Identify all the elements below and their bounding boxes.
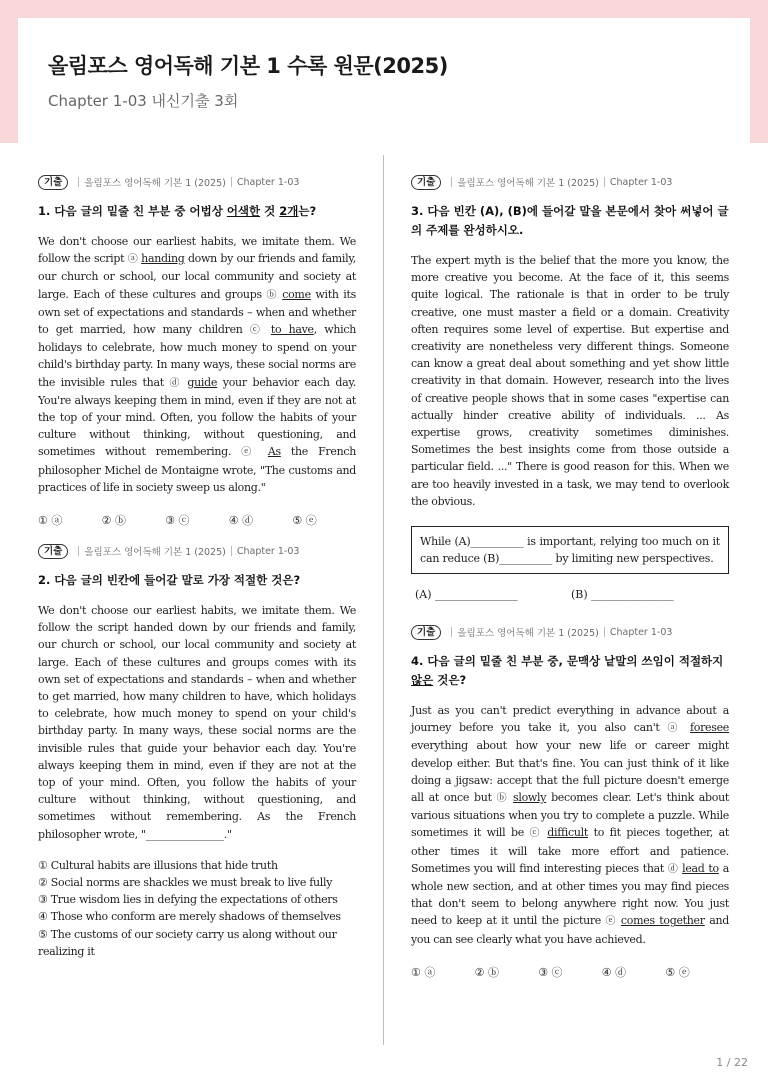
question-tag bbox=[411, 174, 729, 190]
choice-5[interactable]: ⑤ ⓔ bbox=[292, 514, 317, 528]
passage: We don't choose our earliest habits, we imitate them. We follow the script handed down by our friends and family, our church or school, our local community and society at large. Each of these cultures and groups comes with its own set of expectations and standards – when and whether to get married, how many children to have, which holidays to celebrate, how much money to spend on your child's birthday party. In many ways, these social norms are the invisible rules that guide your behavior each day. You're always keeping them in mind, even if they are not at the top of your mind. Often, you follow the habits of your culture without thinking, without questioning, and sometimes without remembering. As the French philosopher wrote, "_______________." bbox=[38, 604, 356, 841]
source-badge: 기출 bbox=[411, 175, 441, 190]
question-tag bbox=[411, 624, 729, 640]
choice-3[interactable]: ③ True wisdom lies in defying the expectations of others bbox=[38, 893, 338, 907]
page-subtitle: Chapter 1-03 내신기출 3회 bbox=[48, 92, 239, 110]
tag-book: 올림포스 영어독해 기본 1 (2025) bbox=[457, 628, 599, 639]
answer-choices bbox=[38, 857, 356, 960]
tag-separator bbox=[78, 546, 79, 556]
answer-choices bbox=[411, 964, 729, 980]
tag-separator bbox=[78, 177, 79, 187]
answer-blanks bbox=[411, 588, 729, 601]
tag-chapter: Chapter 1-03 bbox=[609, 176, 673, 188]
choice-2[interactable]: ② Social norms are shackles we must break to live fully bbox=[38, 876, 333, 890]
choice-1[interactable]: ① Cultural habits are illusions that hide truth bbox=[38, 858, 278, 872]
column-divider bbox=[383, 155, 384, 1045]
choice-1[interactable]: ① ⓐ bbox=[411, 965, 436, 979]
question-3 bbox=[411, 174, 729, 601]
tag-chapter: Chapter 1-03 bbox=[236, 176, 300, 188]
passage: We don't choose our earliest habits, we imitate them. We follow the script ⓐ handing down by our friends and family, our church or school, our local community and society at large. Each of these cultures and groups ⓑ come with its own set of expectations and standards – when and whether to get married, how many children ⓒ to have, which holidays to celebrate, how much money to spend on your child's birthday party. In many ways, these social norms are the invisible rules that ⓓ guide your behavior each day. You're always keeping them in mind, even if they are not at the top of your mind. Often, you follow the habits of your culture without thinking, without questioning, and sometimes without remembering. ⓔ As the French philosopher Michel de Montaigne wrote, "The customs and practices of life in society sweep us along." bbox=[38, 235, 357, 494]
tag-separator bbox=[604, 627, 605, 637]
choice-3[interactable]: ③ ⓒ bbox=[165, 514, 190, 528]
question-title: 3. 다음 빈칸 (A), (B)에 들어갈 말을 본문에서 찾아 써넣어 글의 주제를 완성하시오. bbox=[411, 204, 729, 237]
question-1 bbox=[38, 174, 356, 528]
tag-book: 올림포스 영어독해 기본 1 (2025) bbox=[84, 547, 226, 558]
tag-separator bbox=[604, 177, 605, 187]
answer-choices bbox=[38, 512, 356, 528]
source-badge: 기출 bbox=[38, 544, 68, 559]
choice-4[interactable]: ④ ⓓ bbox=[228, 514, 254, 528]
choice-3[interactable]: ③ ⓒ bbox=[538, 965, 563, 979]
question-title: 1. 다음 글의 밑줄 친 부분 중 어법상 어색한 것 2개는? bbox=[38, 204, 317, 218]
tag-chapter: Chapter 1-03 bbox=[236, 545, 300, 557]
question-tag bbox=[38, 543, 356, 559]
question-2 bbox=[38, 543, 356, 960]
tag-separator bbox=[451, 627, 452, 637]
question-title: 2. 다음 글의 빈칸에 들어갈 말로 가장 적절한 것은? bbox=[38, 573, 301, 587]
choice-5[interactable]: ⑤ ⓔ bbox=[665, 965, 690, 979]
choice-5[interactable]: ⑤ The customs of our society carry us along without our realizing it bbox=[38, 927, 337, 958]
choice-4[interactable]: ④ ⓓ bbox=[601, 965, 627, 979]
page-number: 1 / 22 bbox=[716, 1056, 748, 1069]
question-tag bbox=[38, 174, 356, 190]
choice-2[interactable]: ② ⓑ bbox=[101, 514, 126, 528]
passage: The expert myth is the belief that the more you know, the more creative you become. At the face of it, this seems quite logical. The rationale is that in order to be truly creative, one must master a field or a domain. Creativity often requires some level of expertise. But expertise and creativity are nonetheless very different things. Someone can know a great deal about something and yet show little creativity in that domain. However, research into the lives of creative people shows that in some cases "expertise can actually hinder creative ability of individuals. ... As expertise grows, creativity sometimes diminishes. Sometimes the best insights come from those outside a particular field. ..." There is good reason for this. When we are too heavily invested in a task, we may tend to overlook the obvious. bbox=[411, 254, 729, 508]
source-badge: 기출 bbox=[38, 175, 68, 190]
tag-chapter: Chapter 1-03 bbox=[609, 626, 673, 638]
tag-separator bbox=[231, 177, 232, 187]
answer-b-field[interactable]: (B) _______________ bbox=[571, 588, 674, 602]
choice-1[interactable]: ① ⓐ bbox=[38, 514, 63, 528]
tag-separator bbox=[231, 546, 232, 556]
answer-a-field[interactable]: (A) _______________ bbox=[415, 588, 518, 602]
tag-book: 올림포스 영어독해 기본 1 (2025) bbox=[457, 178, 599, 189]
choice-4[interactable]: ④ Those who conform are merely shadows of themselves bbox=[38, 910, 341, 924]
passage: Just as you can't predict everything in advance about a journey before you take it, you also can't ⓐ foresee everything about how your new life or career might develop either. But that's fine. You can just think of it like doing a jigsaw: accept that the full picture doesn't emerge all at once but ⓑ slowly becomes clear. Let's think about various situations when you try to complete a puzzle. While sometimes it will be ⓒ difficult to fit pieces together, at other times it will take more effort and patience. Sometimes you will find interesting pieces that ⓓ lead to a whole new section, and at other times you may find pieces that don't seem to belong anywhere right now. You just need to keep at it until the picture ⓔ comes together and you can see clearly what you have achieved. bbox=[411, 704, 730, 946]
summary-box: While (A)__________ is important, relying too much on it can reduce (B)__________ by limiting new perspectives. bbox=[411, 526, 729, 574]
source-badge: 기출 bbox=[411, 625, 441, 640]
tag-separator bbox=[451, 177, 452, 187]
page-title: 올림포스 영어독해 기본 1 수록 원문(2025) bbox=[48, 54, 448, 78]
question-4 bbox=[411, 624, 729, 980]
choice-2[interactable]: ② ⓑ bbox=[474, 965, 499, 979]
question-title: 4. 다음 글의 밑줄 친 부분 중, 문맥상 낱말의 쓰임이 적절하지 않은 것은? bbox=[411, 654, 724, 687]
header-card bbox=[18, 18, 750, 143]
tag-book: 올림포스 영어독해 기본 1 (2025) bbox=[84, 178, 226, 189]
